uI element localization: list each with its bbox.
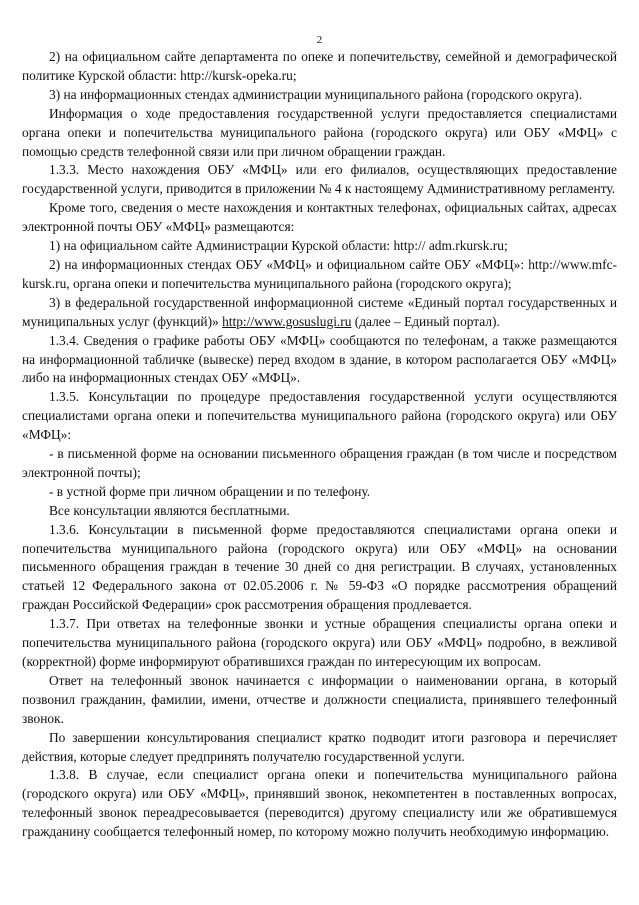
portal-text-before: 3) в федеральной государственной информационной системе «Единый портал государственных и муниципальных услуг (функций)» bbox=[22, 294, 617, 329]
paragraph: 1.3.3. Место нахождения ОБУ «МФЦ» или его филиалов, осуществляющих предоставление государственной услуги, приводится в приложении № 4 к настоящему Административному регламенту. bbox=[22, 162, 617, 197]
paragraph: 1.3.7. При ответах на телефонные звонки и устные обращения специалисты органа опеки и попечительства муниципального района (городского округа) или ОБУ «МФЦ» подробно, в вежливой (корректной) форме информируют обратившихся граждан по интересующим их вопросам. bbox=[22, 616, 617, 669]
paragraph: 1.3.6. Консультации в письменной форме предоставляются специалистами органа опеки и попечительства муниципального района (городского округа) или ОБУ «МФЦ» на основании письменного обращения граждан в течение 30 дней со дня регистрации. В случаях, установленных статьей 12 Федерального закона от 02.05.2006 г. № 59-ФЗ «О порядке рассмотрения обращений граждан Российской Федерации» срок рассмотрения обращения продлевается. bbox=[22, 521, 617, 613]
page-number: 2 bbox=[316, 34, 323, 46]
paragraph: 1) на официальном сайте Администрации Курской области: http:// adm.rkursk.ru; bbox=[49, 238, 508, 254]
paragraph: - в письменной форме на основании письменного обращения граждан (в том числе и посредством электронной почты); bbox=[22, 446, 617, 480]
paragraph: Все консультации являются бесплатными. bbox=[49, 502, 290, 518]
paragraph: Ответ на телефонный звонок начинается с информации о наименовании органа, в который позвонил гражданин, фамилии, имени, отчестве и должности специалиста, принявшего телефонный звонок. bbox=[22, 672, 617, 726]
paragraph: Кроме того, сведения о месте нахождения и контактных телефонах, официальных сайтах, адресах электронной почты ОБУ «МФЦ» размещаются: bbox=[22, 200, 617, 235]
paragraph: - в устной форме при личном обращении и по телефону. bbox=[49, 483, 371, 499]
paragraph: Информация о ходе предоставления государственной услуги предоставляется специалистами органа опеки и попечительства муниципального района (городского округа) или ОБУ «МФЦ» с помощью средств телефонной связи или при личном обращении граждан. bbox=[22, 105, 617, 159]
paragraph: 2) на официальном сайте департамента по опеке и попечительству, семейной и демографической политике Курской области: http://kursk-opeka.ru; bbox=[22, 49, 617, 83]
paragraph: 1.3.8. В случае, если специалист органа опеки и попечительства муниципального района (городского округа) или ОБУ «МФЦ», принявший звонок, некомпетентен в поставленных вопросах, телефонный звонок переадресовывается (переводится) другому специалисту или же обратившемуся гражданину сообщается телефонный номер, по которому можно получить необходимую информацию. bbox=[22, 767, 617, 840]
portal-text-after: (далее – Единый портал). bbox=[351, 313, 500, 329]
paragraph: 3) на информационных стендах администрации муниципального района (городского округа). bbox=[49, 86, 583, 102]
gosuslugi-link[interactable]: http://www.gosuslugi.ru bbox=[222, 313, 352, 329]
paragraph: 2) на информационных стендах ОБУ «МФЦ» и официальном сайте ОБУ «МФЦ»: http://www.mfc-kursk.ru, органа опеки и попечительства муниципального района (городского округа); bbox=[22, 256, 617, 291]
paragraph: 1.3.5. Консультации по процедуре предоставления государственной услуги осуществляются специалистами органа опеки и попечительства муниципального района (городского округа) или ОБУ «МФЦ»: bbox=[22, 389, 617, 443]
paragraph: По завершении консультирования специалист кратко подводит итоги разговора и перечисляет действия, которые следует предпринять получателю государственной услуги. bbox=[22, 729, 617, 764]
document-body bbox=[22, 34, 617, 842]
paragraph-portal bbox=[22, 294, 617, 332]
paragraph: 1.3.4. Сведения о графике работы ОБУ «МФЦ» сообщаются по телефонам, а также размещаются на информационной табличке (вывеске) перед входом в здание, в котором располагается ОБУ «МФЦ» либо на информационных стендах ОБУ «МФЦ». bbox=[22, 332, 617, 386]
